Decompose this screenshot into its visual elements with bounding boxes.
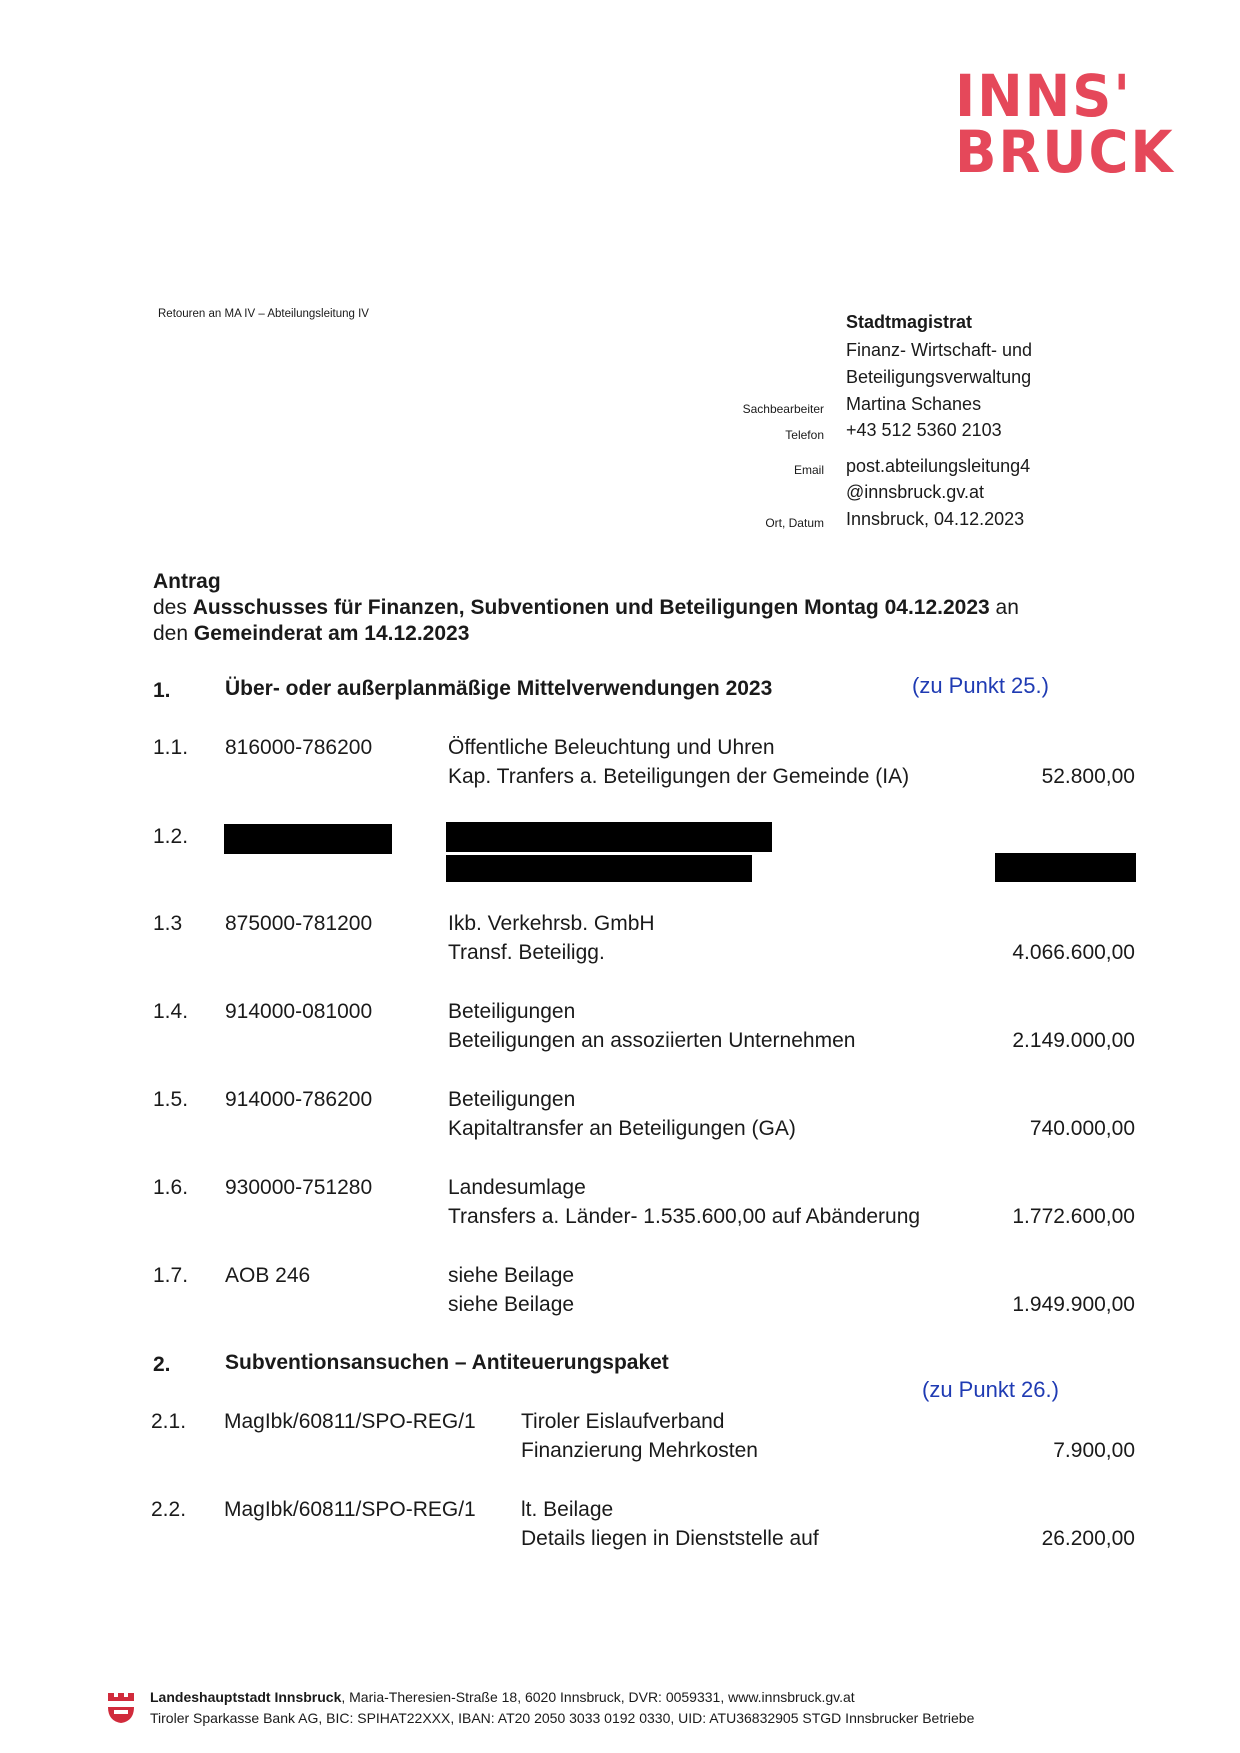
heading-line-3: [153, 622, 469, 646]
heading-line-2: [153, 596, 1019, 620]
email-line-1: post.abteilungsleitung4: [846, 456, 1031, 476]
item-2-1-code: MagIbk/60811/SPO-REG/1: [224, 1410, 476, 1433]
footer-city: Landeshauptstadt Innsbruck: [150, 1689, 342, 1705]
place-date: Innsbruck, 04.12.2023: [846, 509, 1025, 529]
city-coat-of-arms-icon: [106, 1690, 136, 1724]
item-1-1-amount: 52.800,00: [1041, 765, 1135, 788]
sender-org: Stadtmagistrat: [846, 312, 973, 332]
item-1-7-line2: siehe Beilage: [448, 1293, 575, 1316]
sender-dept-1: Finanz- Wirtschaft- und: [846, 340, 1033, 360]
item-1-1-num: 1.1.: [153, 736, 189, 759]
item-1-6-code: 930000-751280: [225, 1176, 373, 1199]
item-1-3-code: 875000-781200: [225, 912, 373, 935]
item-2-2-line1: lt. Beilage: [521, 1498, 614, 1521]
logo-line-1: INNS': [955, 62, 1132, 130]
item-1-2-num: 1.2.: [153, 825, 189, 848]
item-1-4-num: 1.4.: [153, 1000, 189, 1023]
logo-line-2: BRUCK: [955, 118, 1175, 186]
footer-address: , Maria-Theresien-Straße 18, 6020 Innsbruck, DVR: 0059331, www.innsbruck.gv.at: [341, 1689, 855, 1705]
item-2-2-num: 2.2.: [151, 1498, 187, 1521]
item-1-4-amount: 2.149.000,00: [1012, 1029, 1135, 1052]
innsbruck-logo: [955, 62, 1181, 186]
item-1-3-line2: Transf. Beteiligg.: [448, 941, 605, 964]
item-2-1-amount: 7.900,00: [1053, 1439, 1135, 1462]
item-2-1-num: 2.1.: [151, 1410, 187, 1433]
section1-title: Über- oder außerplanmäßige Mittelverwendungen 2023: [225, 677, 773, 700]
section2-title: Subventionsansuchen – Antiteuerungspaket: [225, 1351, 669, 1374]
item-1-7-num: 1.7.: [153, 1264, 189, 1287]
item-1-1-line1: Öffentliche Beleuchtung und Uhren: [448, 736, 775, 759]
redaction-amount: [995, 853, 1136, 882]
date-label: Ort, Datum: [765, 516, 824, 530]
heading-l2-a: des: [153, 596, 193, 619]
phone-label: Telefon: [785, 428, 824, 442]
item-1-3-line1: Ikb. Verkehrsb. GmbH: [448, 912, 655, 935]
clerk-label: Sachbearbeiter: [742, 402, 824, 416]
email-line-2: @innsbruck.gv.at: [846, 482, 984, 502]
section1-ref: (zu Punkt 25.): [912, 673, 1049, 698]
section2-ref: (zu Punkt 26.): [922, 1377, 1059, 1402]
item-1-1-line2: Kap. Tranfers a. Beteiligungen der Gemeinde (IA): [448, 765, 910, 788]
clerk-name: Martina Schanes: [846, 394, 982, 414]
item-1-1-code: 816000-786200: [225, 736, 373, 759]
item-1-5-code: 914000-786200: [225, 1088, 373, 1111]
doc-title: Antrag: [153, 570, 221, 593]
item-2-2-line2: Details liegen in Dienststelle auf: [521, 1527, 819, 1550]
redaction-line-2: [446, 855, 752, 882]
item-2-1-line2: Finanzierung Mehrkosten: [521, 1439, 758, 1462]
footer-line-2: Tiroler Sparkasse Bank AG, BIC: SPIHAT22XXX, IBAN: AT20 2050 3033 0192 0330, UID: ATU36832905 STGD Innsbrucker Betriebe: [150, 1710, 975, 1726]
heading-council: Gemeinderat am 14.12.2023: [193, 622, 470, 645]
item-1-5-line2: Kapitaltransfer an Beteiligungen (GA): [448, 1117, 796, 1140]
return-note: Retouren an MA IV – Abteilungsleitung IV: [158, 308, 369, 320]
item-2-2-amount: 26.200,00: [1041, 1527, 1135, 1550]
item-2-1-line1: Tiroler Eislaufverband: [521, 1410, 725, 1433]
footer-line-1: [150, 1689, 855, 1705]
item-1-3-amount: 4.066.600,00: [1012, 941, 1135, 964]
item-1-3-num: 1.3: [153, 912, 183, 935]
item-1-5-line1: Beteiligungen: [448, 1088, 576, 1111]
item-1-7-line1: siehe Beilage: [448, 1264, 575, 1287]
item-1-6-line1: Landesumlage: [448, 1176, 586, 1199]
item-1-7-amount: 1.949.900,00: [1012, 1293, 1135, 1316]
item-1-6-line2: Transfers a. Länder- 1.535.600,00 auf Abänderung: [448, 1205, 921, 1228]
item-1-5-amount: 740.000,00: [1029, 1117, 1135, 1140]
heading-l3-a: den: [153, 622, 194, 645]
item-1-5-num: 1.5.: [153, 1088, 189, 1111]
heading-l2-c: an: [989, 596, 1019, 619]
item-1-6-num: 1.6.: [153, 1176, 189, 1199]
item-2-2-code: MagIbk/60811/SPO-REG/1: [224, 1498, 476, 1521]
section2-num: 2.: [153, 1353, 171, 1376]
redaction-code: [224, 824, 392, 854]
section1-num: 1.: [153, 679, 171, 702]
phone-number: +43 512 5360 2103: [846, 420, 1002, 440]
item-1-6-amount: 1.772.600,00: [1012, 1205, 1135, 1228]
item-1-4-line1: Beteiligungen: [448, 1000, 576, 1023]
email-label: Email: [793, 463, 824, 477]
item-1-4-line2: Beteiligungen an assoziierten Unternehmen: [448, 1029, 856, 1052]
sender-dept-2: Beteiligungsverwaltung: [846, 367, 1032, 387]
heading-committee: Ausschusses für Finanzen, Subventionen und Beteiligungen Montag 04.12.2023: [192, 596, 990, 619]
redaction-line-1: [446, 822, 772, 852]
item-1-4-code: 914000-081000: [225, 1000, 373, 1023]
item-1-7-code: AOB 246: [225, 1264, 311, 1287]
